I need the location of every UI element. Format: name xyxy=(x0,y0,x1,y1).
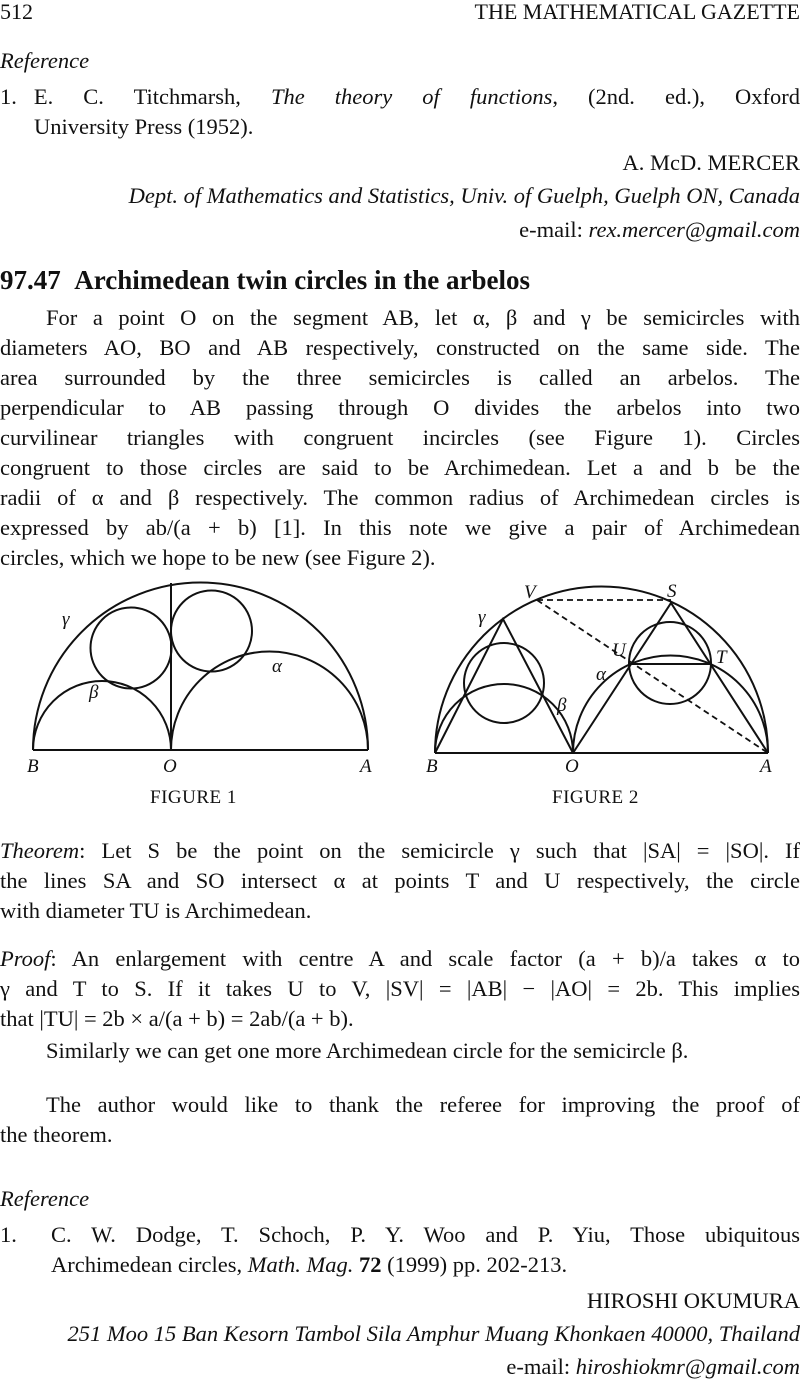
email-link[interactable]: hiroshiokmr@gmail.com xyxy=(575,1354,800,1379)
label-O: O xyxy=(163,756,177,777)
figure-1-arbelos xyxy=(0,570,410,780)
reference-line2: Archimedean circles, Math. Mag. 72 (1999) pp. 202-213. xyxy=(51,1252,568,1277)
reference-heading: Reference xyxy=(0,1186,90,1211)
page-number: 512 xyxy=(0,0,33,24)
prev-reference-item: 1. E. C. Titchmarsh, The theory of functions, (2nd. ed.), Oxford xyxy=(0,84,800,109)
address: 251 Moo 15 Ban Kesorn Tambol Sila Amphur Muang Khonkaen 40000, Thailand xyxy=(67,1321,800,1346)
author: HIROSHI OKUMURA xyxy=(586,1288,800,1313)
prev-author: A. McD. MERCER xyxy=(622,150,800,175)
label-U: U xyxy=(612,640,626,661)
theorem-label: Theorem xyxy=(0,838,80,863)
label-S: S xyxy=(667,581,677,602)
label-T: T xyxy=(716,647,727,668)
prev-email-link[interactable]: rex.mercer@gmail.com xyxy=(588,217,800,242)
journal-name: THE MATHEMATICAL GAZETTE xyxy=(474,0,800,24)
prev-affiliation: Dept. of Mathematics and Statistics, Univ. of Guelph, Guelph ON, Canada xyxy=(128,183,800,208)
similarly-line: Similarly we can get one more Archimedean circle for the semicircle β. xyxy=(46,1038,689,1063)
label-V: V xyxy=(524,582,536,603)
label-gamma: γ xyxy=(62,609,70,630)
reference-item: 1. C. W. Dodge, T. Schoch, P. Y. Woo and P. Yiu, Those ubiquitous xyxy=(0,1222,800,1247)
prev-reference-line2: University Press (1952). xyxy=(34,114,254,139)
figure-1-caption: FIGURE 1 xyxy=(150,787,237,808)
label-alpha: α xyxy=(272,656,282,677)
label-alpha: α xyxy=(596,664,606,685)
prev-email-line: e-mail: rex.mercer@gmail.com xyxy=(519,217,800,242)
figure-2-caption: FIGURE 2 xyxy=(552,787,639,808)
label-gamma: γ xyxy=(478,607,486,628)
label-A: A xyxy=(760,756,772,777)
label-beta: β xyxy=(89,682,99,703)
note-title: 97.47 Archimedean twin circles in the arbelos xyxy=(0,265,530,295)
label-B: B xyxy=(426,756,438,777)
label-O: O xyxy=(565,756,579,777)
label-B: B xyxy=(27,756,39,777)
email-line: e-mail: hiroshiokmr@gmail.com xyxy=(506,1354,800,1379)
label-A: A xyxy=(360,756,372,777)
proof-label: Proof xyxy=(0,946,51,971)
prev-reference-heading: Reference xyxy=(0,48,90,73)
figure-2-arbelos xyxy=(410,570,800,780)
label-beta: β xyxy=(557,695,567,716)
